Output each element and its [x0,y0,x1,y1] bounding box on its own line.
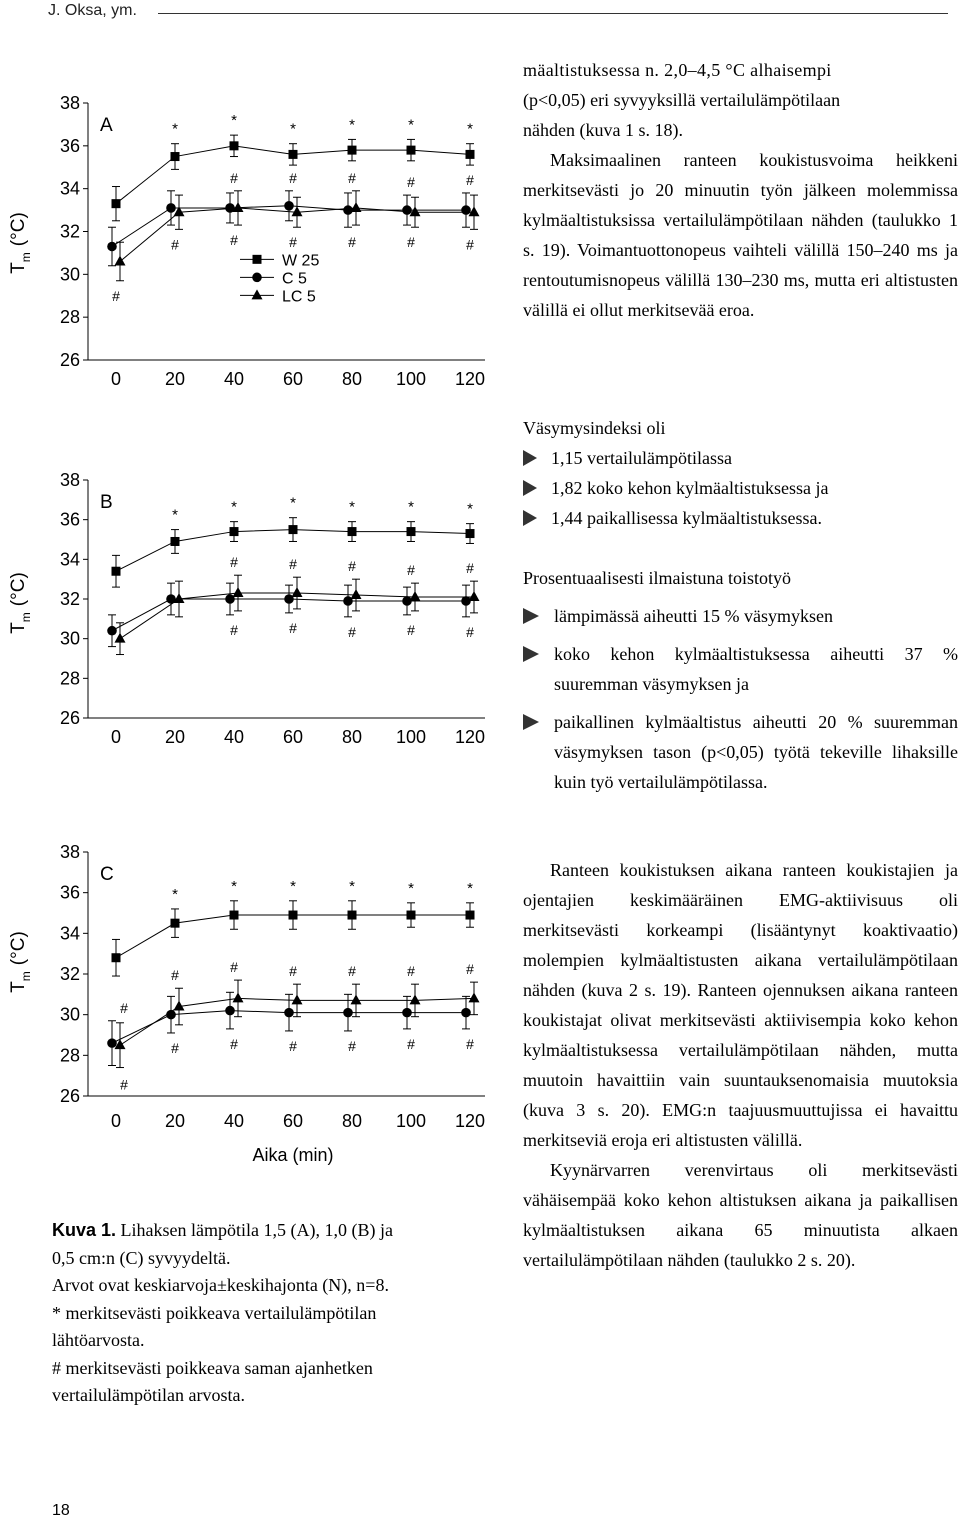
x-axis-label: Aika (min) [252,1145,334,1165]
data-point-triangle [233,587,244,597]
data-point-triangle [233,992,244,1002]
data-point-triangle [410,591,421,601]
significance-hash: # [230,959,238,976]
data-point-square [171,537,180,546]
x-tick-label: 0 [110,369,122,389]
significance-hash: # [289,234,297,251]
significance-hash: # [348,234,356,251]
significance-hash: # [407,174,415,191]
significance-star: * [172,120,178,138]
x-tick-label: 80 [341,1111,363,1131]
body-block-1 [523,55,958,325]
data-point-circle [107,242,117,252]
significance-hash: # [407,562,415,579]
percentage-bullet-3-text: paikallinen kylmäaltistus aiheutti 20 % suuremman väsymyksen tason (p<0,05) työtä tekeville lihaksille kuin työ vertailulämpötilassa. [554,712,958,792]
fatigue-index-block [523,413,958,533]
body-p1-line-2: (p<0,05) eri syvyyksillä vertailulämpötilaan [523,90,841,110]
x-tick-label: 60 [282,727,304,747]
fatigue-bullet-2 [523,473,958,503]
x-tick-label: 40 [223,1111,245,1131]
data-point-triangle [351,994,362,1004]
significance-star: * [408,116,414,134]
legend-label: LC 5 [282,288,316,306]
data-point-circle [166,203,176,213]
significance-star: * [408,879,414,897]
x-tick-label: 80 [341,727,363,747]
percentage-bullet-3 [523,707,958,797]
x-tick-label: 20 [164,1111,186,1131]
data-point-square [407,527,416,536]
data-point-circle [402,1008,412,1018]
significance-hash: # [348,558,356,575]
x-tick-label: 0 [110,1111,122,1131]
data-point-circle [107,626,117,636]
data-point-triangle [292,994,303,1004]
y-tick-label: 38 [59,93,80,113]
data-point-triangle [351,202,362,212]
significance-star: * [231,498,237,516]
significance-hash: # [289,619,297,636]
data-point-triangle [469,992,480,1002]
y-tick-label: 34 [59,178,80,199]
significance-hash: # [120,999,128,1016]
x-tick-label: 120 [454,1111,486,1131]
y-tick-label: 34 [59,923,80,944]
y-tick-label: 26 [59,708,80,728]
significance-hash: # [466,560,474,577]
data-point-square [230,911,239,920]
data-point-square [466,150,475,159]
y-tick-label: 28 [59,1045,80,1066]
y-tick-label: 36 [59,882,80,903]
page-number: 18 [52,1502,70,1519]
data-point-circle [402,205,412,215]
significance-star: * [231,112,237,130]
bullet-triangle-icon [523,714,539,730]
x-tick-label: 120 [454,369,486,389]
fatigue-bullet-3-text: 1,44 paikallisessa kylmäaltistuksessa. [551,508,822,528]
fatigue-bullet-2-text: 1,82 koko kehon kylmäaltistuksessa ja [551,478,829,498]
y-tick-label: 30 [59,264,80,285]
x-tick-label: 40 [223,727,245,747]
significance-hash: # [289,1037,297,1054]
significance-star: * [467,879,473,897]
significance-hash: # [466,171,474,188]
body-paragraph-2: Maksimaalinen ranteen koukistusvoima heikkeni merkitsevästi jo 20 minuutin työn jälkeen molemmissa kylmäaltistuksissa vertailulämpötilaan nähden (taulukko 1 s. 19). Voimantuottonopeus vaihteli välillä 150–240 ms ja rentoutumisnopeus välillä 130–230 ms, mutta eri altistusten välillä ei ollut merkitsevää eroa. [523,150,958,320]
y-tick-label: 38 [59,470,80,490]
y-axis-label: $T_m(^\circ C)$ [8,572,33,634]
data-point-square [348,527,357,536]
fatigue-bullet-1 [523,443,958,473]
significance-star: * [349,116,355,134]
significance-star: * [172,506,178,524]
significance-hash: # [112,287,120,304]
x-tick-label: 120 [454,727,486,747]
data-point-square [230,141,239,150]
caption-label: Kuva 1. [52,1220,117,1240]
percentage-bullet-1 [523,601,958,631]
panel-label: B [100,492,113,513]
body-p1-line-1: mäaltistuksessa n. 2,0–4,5 °C alhaisempi [523,60,832,80]
y-tick-label: 34 [59,549,80,570]
data-point-square [466,529,475,538]
y-tick-label: 26 [59,1086,80,1106]
data-point-square [407,911,416,920]
x-tick-label: 40 [223,369,245,389]
bullet-triangle-icon [523,608,539,624]
caption-line-5: lähtöarvosta. [52,1330,145,1350]
significance-hash: # [171,236,179,253]
legend-label: W 25 [282,252,320,270]
data-point-triangle [351,589,362,599]
significance-hash: # [348,1037,356,1054]
caption-line-1: Lihaksen lämpötila 1,5 (A), 1,0 (B) ja [120,1220,393,1240]
percentage-block [523,563,958,797]
figure-caption [52,1217,472,1410]
significance-star: * [349,877,355,895]
chart-panel-c [0,800,500,1200]
legend-marker-square [253,255,262,264]
data-point-circle [461,1008,471,1018]
legend-label: C 5 [282,270,307,288]
data-point-square [466,911,475,920]
significance-hash: # [289,169,297,186]
data-point-square [289,911,298,920]
data-point-circle [284,1008,294,1018]
significance-star: * [290,877,296,895]
bullet-triangle-icon [523,646,539,662]
x-tick-label: 100 [395,369,427,389]
y-tick-label: 30 [59,628,80,649]
y-tick-label: 32 [59,964,80,984]
data-point-circle [284,201,294,211]
y-tick-label: 36 [59,135,80,156]
significance-hash: # [407,963,415,980]
y-tick-label: 28 [59,307,80,328]
x-tick-label: 60 [282,1111,304,1131]
significance-hash: # [230,554,238,571]
y-tick-label: 30 [59,1004,80,1025]
data-point-circle [107,1038,117,1048]
body-p1-line-3: nähden (kuva 1 s. 18). [523,120,683,140]
significance-hash: # [120,1076,128,1093]
fatigue-intro: Väsymysindeksi oli [523,418,666,438]
significance-star: * [172,885,178,903]
significance-hash: # [466,1035,474,1052]
fatigue-bullet-3 [523,503,958,533]
percentage-bullet-1-text: lämpimässä aiheutti 15 % väsymyksen [554,606,833,626]
caption-line-3: Arvot ovat keskiarvoja±keskihajonta (N), n=8. [52,1275,389,1295]
y-axis-label: $T_m(^\circ C)$ [8,931,33,993]
panel-label: C [100,864,114,885]
chart-panel-a [0,0,500,400]
significance-hash: # [407,1035,415,1052]
data-point-triangle [410,994,421,1004]
significance-hash: # [171,1039,179,1056]
x-tick-label: 80 [341,369,363,389]
significance-hash: # [230,232,238,249]
caption-line-7: vertailulämpötilan arvosta. [52,1385,245,1405]
caption-line-2: 0,5 cm:n (C) syvyydeltä. [52,1247,231,1268]
significance-hash: # [289,556,297,573]
x-tick-label: 20 [164,727,186,747]
data-point-square [112,199,121,208]
data-point-square [289,150,298,159]
data-point-circle [343,1008,353,1018]
x-tick-label: 20 [164,369,186,389]
y-tick-label: 32 [59,589,80,609]
significance-hash: # [466,961,474,978]
data-point-square [348,911,357,920]
data-point-triangle [292,587,303,597]
significance-hash: # [407,621,415,638]
significance-hash: # [289,963,297,980]
significance-hash: # [348,963,356,980]
legend-marker-triangle [252,289,263,299]
caption-line-6: # merkitsevästi poikkeava saman ajanhetken [52,1357,373,1378]
percentage-intro: Prosentuaalisesti ilmaistuna toistotyö [523,568,791,588]
percentage-bullet-2-text: koko kehon kylmäaltistuksessa aiheutti 37 % suuremman väsymyksen ja [554,644,958,694]
y-tick-label: 28 [59,668,80,689]
significance-hash: # [230,169,238,186]
significance-star: * [408,498,414,516]
x-tick-label: 0 [110,727,122,747]
data-point-triangle [469,591,480,601]
x-tick-label: 100 [395,727,427,747]
significance-hash: # [230,1035,238,1052]
x-tick-label: 60 [282,369,304,389]
data-point-circle [225,1006,235,1016]
data-point-square [230,527,239,536]
x-tick-label: 100 [395,1111,427,1131]
significance-hash: # [348,169,356,186]
percentage-bullet-2 [523,639,958,699]
significance-hash: # [407,234,415,251]
data-point-circle [461,205,471,215]
significance-star: * [290,494,296,512]
y-tick-label: 26 [59,350,80,370]
data-point-square [171,919,180,928]
bullet-triangle-icon [523,450,537,466]
significance-star: * [231,877,237,895]
data-point-triangle [115,255,126,265]
significance-star: * [467,120,473,138]
significance-star: * [290,120,296,138]
bullet-triangle-icon [523,510,537,526]
significance-hash: # [348,623,356,640]
significance-hash: # [466,236,474,253]
panel-label: A [100,115,113,136]
legend-marker-circle [252,273,262,283]
y-tick-label: 36 [59,509,80,530]
data-point-circle [343,205,353,215]
y-tick-label: 32 [59,221,80,242]
data-point-square [348,146,357,155]
chart-panel-b [0,400,500,770]
data-point-square [289,525,298,534]
data-point-triangle [115,633,126,643]
data-point-square [112,953,121,962]
significance-hash: # [466,623,474,640]
significance-hash: # [171,967,179,984]
fatigue-bullet-1-text: 1,15 vertailulämpötilassa [551,448,732,468]
data-point-square [407,146,416,155]
body-block-2 [523,855,958,1275]
bullet-triangle-icon [523,480,537,496]
significance-star: * [349,498,355,516]
significance-hash: # [230,621,238,638]
significance-star: * [467,500,473,518]
body-paragraph-5: Ranteen koukistuksen aikana ranteen koukistajien ja ojentajien keskimääräinen EMG-aktiivisuus oli merkitsevästi korkeampi (lisääntynyt koaktivaatio) molempien kylmäaltistusten aikana vertailulämpötilaan nähden (kuva 2 s. 19). Ranteen ojennuksen aikana ranteen koukistajat olivat merkitsevästi aktiivisempia koko kehon kylmäaltistuksessa vertailulämpötilaan nähden, mutta muutoin havaittiin vain suuntauksenomaisia muutoksia (kuva 3 s. 20). EMG:n taajuusmuuttujissa ei havaittu merkitseviä eroja eri altistusten välillä. [523,860,958,1150]
body-paragraph-6: Kyynärvarren verenvirtaus oli merkitsevästi vähäisempää koko kehon altistuksen aikana ja paikallisen kylmäaltistuksen aikana 65 minuutista alkaen vertailulämpötilaan nähden (taulukko 2 s. 20). [523,1160,958,1270]
y-tick-label: 38 [59,842,80,862]
data-point-square [112,567,121,576]
running-head: J. Oksa, ym. [48,2,137,19]
y-axis-label: $T_m(^\circ C)$ [8,212,33,274]
data-point-square [171,152,180,161]
caption-line-4: * merkitsevästi poikkeava vertailulämpötilan [52,1302,377,1323]
